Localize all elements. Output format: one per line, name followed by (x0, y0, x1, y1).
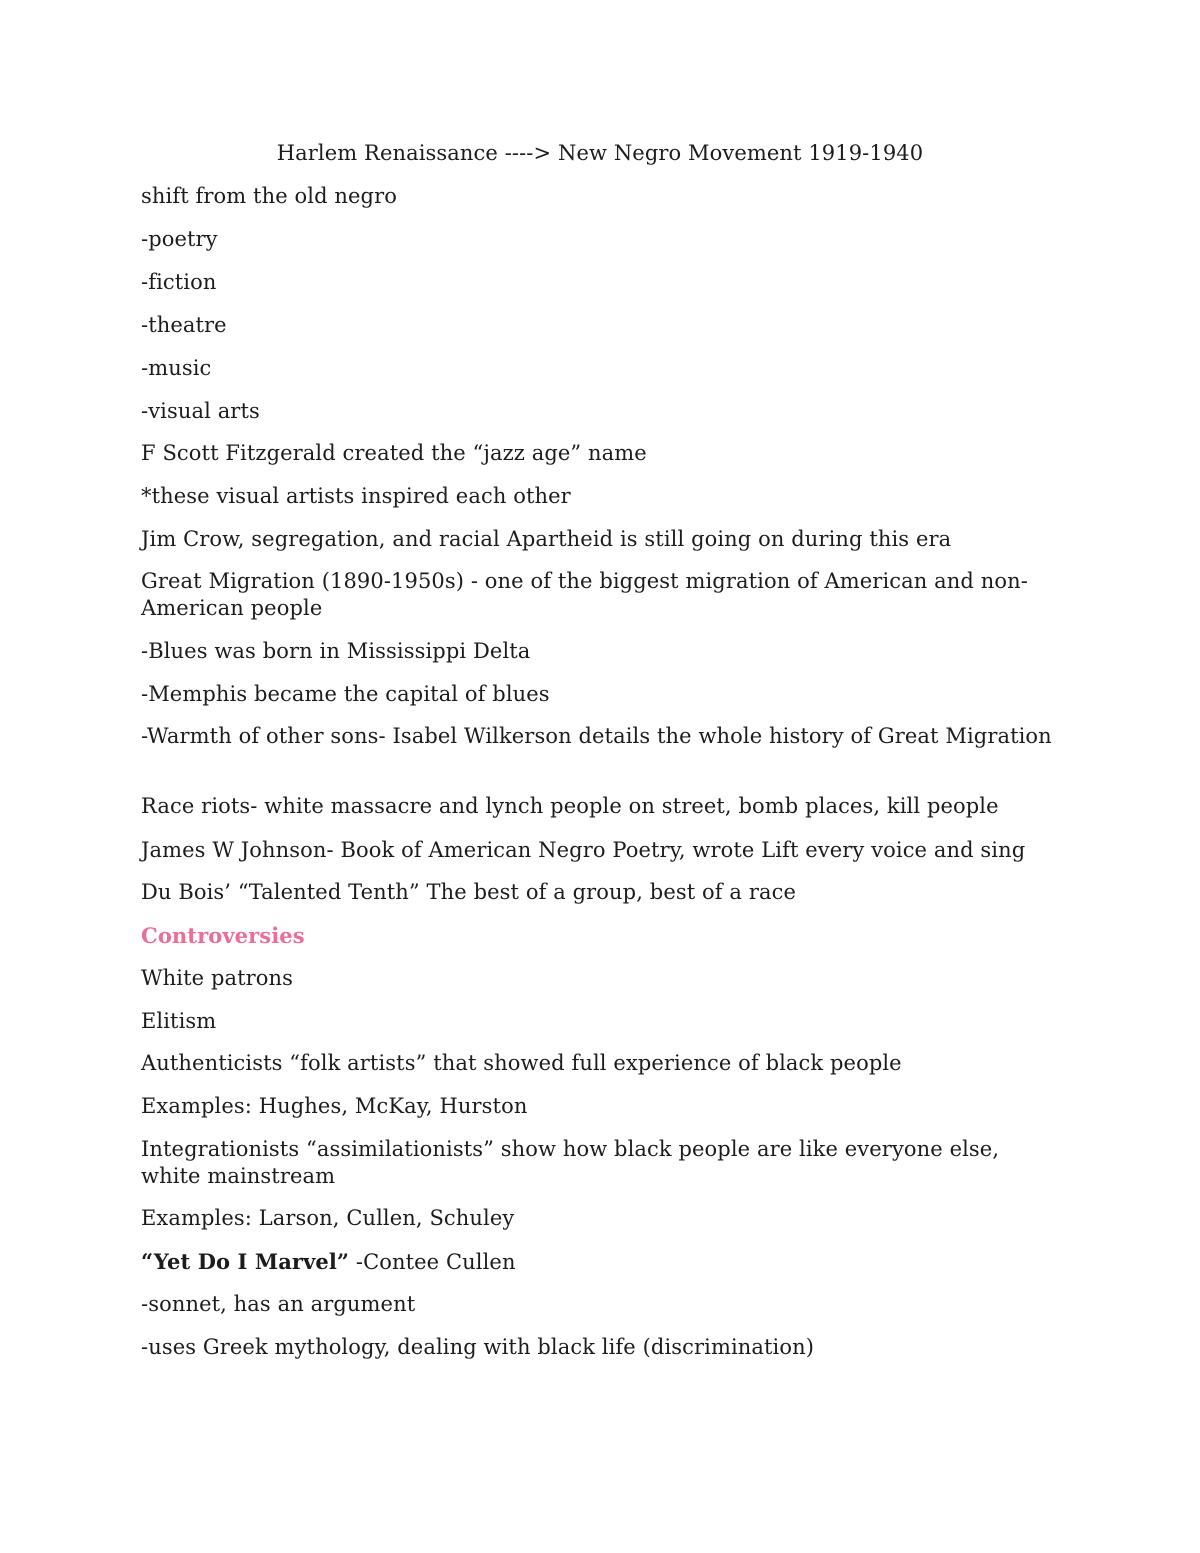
note-line: -Blues was born in Mississippi Delta (141, 639, 531, 663)
controversies-line: Elitism (141, 1009, 217, 1033)
poem-author: -Contee Cullen (349, 1250, 516, 1274)
poem-title: “Yet Do I Marvel” (141, 1249, 350, 1274)
note-line: Jim Crow, segregation, and racial Apartheid is still going on during this era (141, 527, 952, 551)
controversies-line: Integrationists “assimilationists” show how black people are like everyone else, white mainstream (141, 1137, 1000, 1188)
note-line: Race riots- white massacre and lynch people on street, bomb places, kill people (141, 794, 999, 818)
note-line: *these visual artists inspired each other (141, 484, 571, 508)
poem-heading (141, 1248, 516, 1276)
note-line: James W Johnson- Book of American Negro Poetry, wrote Lift every voice and sing (141, 838, 1026, 862)
note-line: -theatre (141, 313, 227, 337)
controversies-line: Examples: Hughes, McKay, Hurston (141, 1094, 528, 1118)
note-line: -music (141, 356, 212, 380)
poem-note-line: -sonnet, has an argument (141, 1292, 416, 1316)
note-line: Great Migration (1890-1950s) - one of the biggest migration of American and non-American people (141, 569, 1028, 620)
note-line: Du Bois’ “Talented Tenth” The best of a group, best of a race (141, 880, 796, 904)
note-line: F Scott Fitzgerald created the “jazz age” name (141, 441, 647, 465)
note-line: -poetry (141, 227, 218, 251)
note-line: -Warmth of other sons- Isabel Wilkerson details the whole history of Great Migration (141, 724, 1052, 748)
note-line: -visual arts (141, 399, 260, 423)
controversies-line: White patrons (141, 966, 294, 990)
controversies-heading: Controversies (141, 923, 305, 948)
poem-note-line: -uses Greek mythology, dealing with black life (discrimination) (141, 1335, 815, 1359)
note-line: -Memphis became the capital of blues (141, 682, 550, 706)
controversies-line: Examples: Larson, Cullen, Schuley (141, 1206, 515, 1230)
note-line: -fiction (141, 270, 217, 294)
note-line: shift from the old negro (141, 184, 397, 208)
page-title: Harlem Renaissance ----> New Negro Movement 1919-1940 (276, 141, 924, 165)
controversies-line: Authenticists “folk artists” that showed full experience of black people (141, 1051, 902, 1075)
